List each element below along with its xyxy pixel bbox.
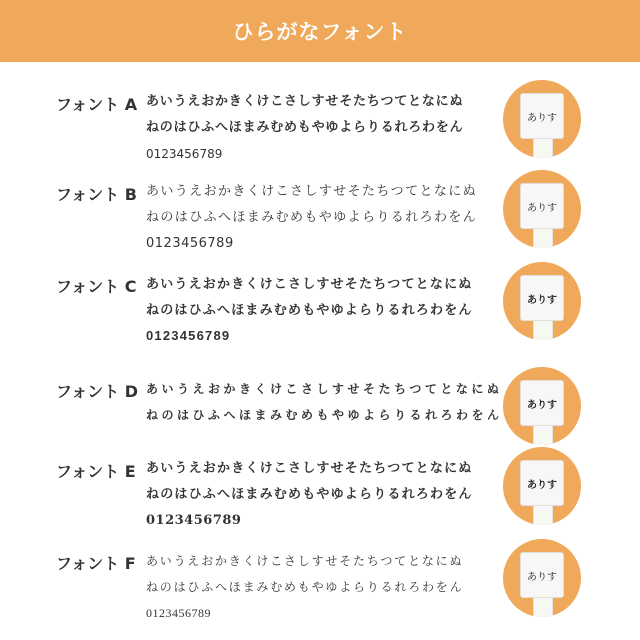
stamp-preview: [503, 170, 581, 248]
stamp-text: ありす: [527, 202, 557, 214]
font-sample: [146, 182, 491, 260]
stamp-text: ありす: [527, 294, 557, 306]
stamp-handle: [533, 228, 553, 248]
font-sample: [146, 551, 491, 629]
font-label: フォント E: [56, 462, 136, 481]
stamp-handle: [533, 320, 553, 340]
sample-digits: 0123456789: [146, 328, 231, 343]
font-sample: [146, 379, 503, 431]
stamp-handle: [533, 597, 553, 617]
sample-digits: 0123456789: [146, 147, 223, 161]
font-label: フォント C: [56, 277, 137, 296]
stamp-face: [520, 275, 564, 321]
sample-line-1: あいうえおかきくけこさしすせそたちつてとなにぬ: [146, 461, 473, 476]
font-label: フォント A: [56, 95, 138, 114]
page-header: [0, 0, 640, 62]
stamp-text: ありす: [527, 479, 557, 491]
stamp-text: ありす: [527, 571, 557, 583]
font-label: フォント D: [56, 382, 139, 401]
sample-line-2: ねのはひふへほまみむめもやゆよらりるれろわをん: [146, 408, 503, 422]
stamp-handle: [533, 425, 553, 445]
sample-line-1: あいうえおかきくけこさしすせそたちつてとなにぬ: [146, 276, 473, 291]
font-sample: [146, 274, 491, 352]
stamp-face: [520, 552, 564, 598]
sample-line-2: ねのはひふへほまみむめもやゆよらりるれろわをん: [146, 210, 478, 225]
sample-line-1: あいうえおかきくけこさしすせそたちつてとなにぬ: [146, 382, 503, 396]
font-row-a: [0, 92, 640, 182]
stamp-face: [520, 380, 564, 426]
page-title: ひらがなフォント: [232, 20, 408, 44]
font-label: フォント B: [56, 185, 137, 204]
font-row-e: [0, 459, 640, 549]
sample-line-2: ねのはひふへほまみむめもやゆよらりるれろわをん: [146, 580, 464, 594]
stamp-text: ありす: [527, 112, 557, 124]
font-sample: [146, 92, 491, 170]
font-row-c: [0, 274, 640, 364]
stamp-preview: [503, 447, 581, 525]
sample-line-2: ねのはひふへほまみむめもやゆよらりるれろわをん: [146, 120, 464, 135]
sample-line-1: あいうえおかきくけこさしすせそたちつてとなにぬ: [146, 94, 464, 109]
font-row-b: [0, 182, 640, 272]
sample-line-2: ねのはひふへほまみむめもやゆよらりるれろわをん: [146, 487, 473, 502]
stamp-handle: [533, 505, 553, 525]
sample-line-1: あいうえおかきくけこさしすせそたちつてとなにぬ: [146, 554, 464, 568]
stamp-face: [520, 93, 564, 139]
font-row-f: [0, 551, 640, 640]
sample-digits: 0123456789: [146, 236, 234, 251]
sample-digits: 0123456789: [146, 513, 242, 528]
stamp-preview: [503, 262, 581, 340]
stamp-preview: [503, 539, 581, 617]
sample-line-2: ねのはひふへほまみむめもやゆよらりるれろわをん: [146, 302, 473, 317]
sample-line-1: あいうえおかきくけこさしすせそたちつてとなにぬ: [146, 184, 478, 199]
sample-digits: 0123456789: [146, 606, 211, 620]
stamp-face: [520, 183, 564, 229]
stamp-preview: [503, 80, 581, 158]
stamp-handle: [533, 138, 553, 158]
stamp-preview: [503, 367, 581, 445]
stamp-text: ありす: [527, 399, 557, 411]
font-label: フォント F: [56, 554, 136, 573]
font-sample: [146, 459, 491, 537]
stamp-face: [520, 460, 564, 506]
